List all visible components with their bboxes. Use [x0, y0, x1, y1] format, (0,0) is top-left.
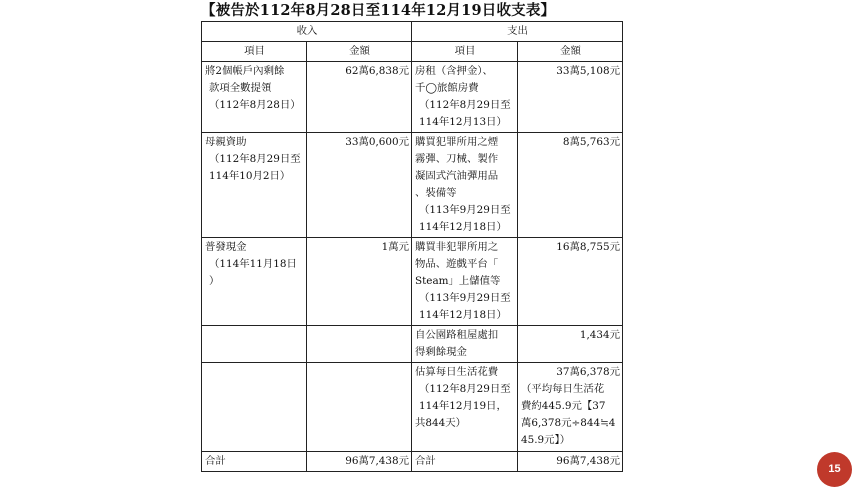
expense-item-cell	[412, 133, 518, 238]
text-line: （113年9月29日至	[419, 292, 511, 304]
amount-value: 33萬0,600元	[345, 136, 409, 148]
income-item-cell	[202, 133, 307, 238]
income-item-cell	[202, 238, 307, 326]
text-line: 114年12月19日，	[419, 400, 507, 412]
income-amount-cell	[307, 238, 412, 326]
amount-value: 33萬5,108元	[556, 65, 620, 77]
income-amount-cell	[307, 62, 412, 133]
income-item-cell	[202, 363, 307, 452]
text-line: （114年11月18日	[209, 258, 297, 270]
page-number-badge: 15	[817, 452, 852, 487]
income-header: 收入	[202, 22, 412, 42]
text-line: 物品、遊戲平台「	[415, 258, 499, 270]
text-line: （112年8月29日至	[419, 99, 511, 111]
amount-note-line: 45.9元】）	[521, 434, 571, 446]
text-line: 估算每日生活花費	[415, 366, 499, 378]
expense-item-header: 項目	[412, 42, 518, 62]
ledger-row	[202, 238, 623, 326]
amount-value: 1萬元	[381, 241, 409, 253]
column-header-row	[202, 42, 623, 62]
text-line: 購買犯罪所用之煙	[415, 136, 499, 148]
ledger-row	[202, 326, 623, 363]
section-header-row	[202, 22, 623, 42]
expense-item-cell	[412, 238, 518, 326]
text-line: 將2個帳戶內剩餘	[205, 65, 285, 77]
document-title: 【被告於112年8月28日至114年12月19日收支表】	[201, 2, 556, 19]
income-item-cell	[202, 62, 307, 133]
text-line: 、裝備等	[415, 187, 457, 199]
amount-value: 62萬6,838元	[345, 65, 409, 77]
text-line: （112年8月28日）	[209, 99, 301, 111]
expense-item-cell	[412, 62, 518, 133]
text-line: 購買非犯罪所用之	[415, 241, 499, 253]
text-line: 千◯旅館房費	[415, 82, 479, 94]
text-line: 母親資助	[205, 136, 247, 148]
text-line: （112年8月29日至	[209, 153, 301, 165]
expense-amount-cell	[518, 133, 623, 238]
expense-amount-header: 金額	[518, 42, 623, 62]
expense-amount-cell	[518, 238, 623, 326]
income-amount-cell	[307, 363, 412, 452]
text-line: Steam」上儲值等	[415, 275, 501, 287]
expense-item-cell	[412, 326, 518, 363]
text-line: ）	[209, 275, 220, 287]
expense-amount-cell	[518, 326, 623, 363]
text-line: 霧彈、刀械、製作	[415, 153, 499, 165]
text-line: 114年10月2日）	[209, 170, 291, 182]
income-total-label: 合計	[202, 452, 307, 472]
text-line: 114年12月18日）	[419, 309, 507, 321]
amount-value: 8萬5,763元	[562, 136, 620, 148]
expense-header: 支出	[412, 22, 623, 42]
text-line: 114年12月18日）	[419, 221, 507, 233]
text-line: 凝固式汽油彈用品	[415, 170, 499, 182]
income-item-cell	[202, 326, 307, 363]
income-item-header: 項目	[202, 42, 307, 62]
expense-item-cell	[412, 363, 518, 452]
total-row	[202, 452, 623, 472]
ledger-row	[202, 133, 623, 238]
amount-value: 37萬6,378元	[556, 366, 620, 378]
amount-value: 1,434元	[579, 329, 620, 341]
income-total-amount: 96萬7,438元	[307, 452, 412, 472]
amount-value: 16萬8,755元	[556, 241, 620, 253]
income-amount-header: 金額	[307, 42, 412, 62]
text-line: 自公園路租屋處扣	[415, 329, 499, 341]
amount-note-line: 費約445.9元【37	[521, 400, 606, 412]
ledger-row	[202, 62, 623, 133]
income-amount-cell	[307, 133, 412, 238]
ledger-row	[202, 363, 623, 452]
expense-amount-cell	[518, 62, 623, 133]
income-expense-table	[201, 21, 623, 472]
expense-total-amount: 96萬7,438元	[518, 452, 623, 472]
ledger-rows	[202, 62, 623, 452]
text-line: 114年12月13日）	[419, 116, 507, 128]
expense-total-label: 合計	[412, 452, 518, 472]
text-line: 得剩餘現金	[415, 346, 467, 358]
text-line: （113年9月29日至	[419, 204, 511, 216]
amount-note-line: 萬6,378元÷844≒4	[521, 417, 616, 429]
expense-amount-cell	[518, 363, 623, 452]
income-amount-cell	[307, 326, 412, 363]
text-line: （112年8月29日至	[419, 383, 511, 395]
text-line: 共844天）	[415, 417, 467, 429]
amount-note-line: （平均每日生活花	[521, 383, 605, 395]
text-line: 款項全數提領	[209, 82, 272, 94]
text-line: 普發現金	[205, 241, 247, 253]
text-line: 房租（含押金）、	[415, 65, 493, 77]
